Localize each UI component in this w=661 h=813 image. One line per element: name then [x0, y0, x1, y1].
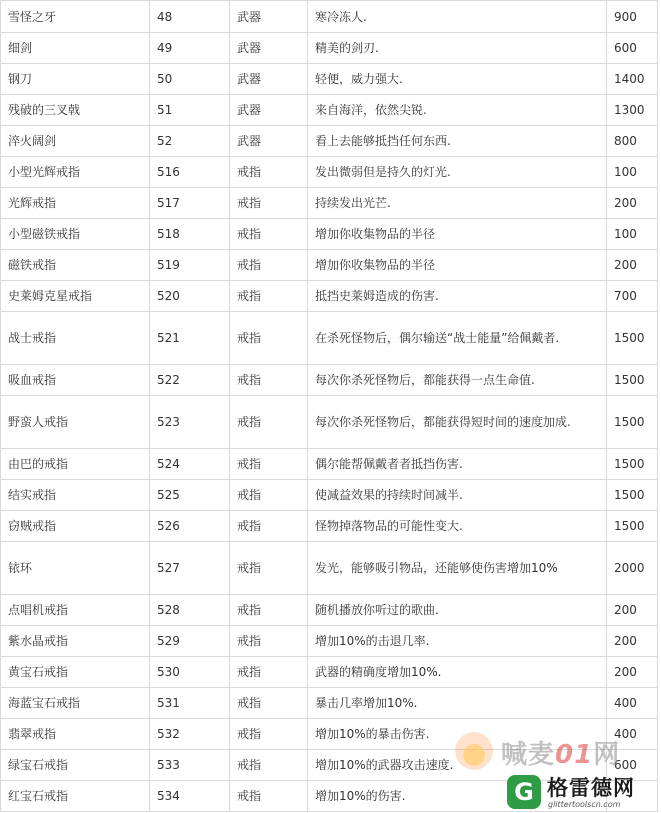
item-type: 戒指 [230, 750, 308, 781]
item-name: 海蓝宝石戒指 [1, 688, 150, 719]
item-price: 1500 [607, 511, 658, 542]
item-id: 534 [150, 781, 230, 812]
table-row [1, 365, 658, 396]
item-price: 1300 [607, 95, 658, 126]
item-description: 发出微弱但是持久的灯光. [308, 157, 607, 188]
item-name: 点唱机戒指 [1, 595, 150, 626]
item-price: 200 [607, 595, 658, 626]
item-name: 小型光辉戒指 [1, 157, 150, 188]
item-description: 增加10%的伤害. [308, 781, 607, 812]
item-name: 由巴的戒指 [1, 449, 150, 480]
item-description: 偶尔能帮佩戴者者抵挡伤害. [308, 449, 607, 480]
item-description: 增加10%的武器攻击速度. [308, 750, 607, 781]
item-description: 在杀死怪物后，偶尔输送“战士能量”给佩戴者. [308, 312, 607, 365]
item-description: 来自海洋，依然尖锐. [308, 95, 607, 126]
item-id: 533 [150, 750, 230, 781]
table-row [1, 95, 658, 126]
item-name: 光辉戒指 [1, 188, 150, 219]
item-name: 残破的三叉戟 [1, 95, 150, 126]
item-name: 战士戒指 [1, 312, 150, 365]
item-name: 吸血戒指 [1, 365, 150, 396]
item-type: 戒指 [230, 688, 308, 719]
item-name: 红宝石戒指 [1, 781, 150, 812]
item-id: 527 [150, 542, 230, 595]
table-row [1, 64, 658, 95]
item-price: 600 [607, 750, 658, 781]
item-price: 200 [607, 250, 658, 281]
item-price: 1500 [607, 480, 658, 511]
site-name: 格雷德网 [547, 776, 635, 800]
item-name: 史莱姆克星戒指 [1, 281, 150, 312]
item-id: 517 [150, 188, 230, 219]
item-price: 400 [607, 688, 658, 719]
item-type: 戒指 [230, 480, 308, 511]
item-id: 531 [150, 688, 230, 719]
item-name: 淬火阔剑 [1, 126, 150, 157]
item-type: 戒指 [230, 396, 308, 449]
item-description: 增加你收集物品的半径 [308, 250, 607, 281]
item-type: 戒指 [230, 595, 308, 626]
table-row [1, 396, 658, 449]
item-type: 戒指 [230, 719, 308, 750]
item-type: 戒指 [230, 281, 308, 312]
item-id: 519 [150, 250, 230, 281]
item-type: 戒指 [230, 157, 308, 188]
table-row [1, 719, 658, 750]
item-description: 寒冷冻人. [308, 1, 607, 33]
item-name: 窃贼戒指 [1, 511, 150, 542]
table-row [1, 688, 658, 719]
item-price: 2000 [607, 542, 658, 595]
item-price [607, 781, 658, 812]
item-description: 增加你收集物品的半径 [308, 219, 607, 250]
table-row [1, 750, 658, 781]
item-description: 怪物掉落物品的可能性变大. [308, 511, 607, 542]
item-price: 200 [607, 188, 658, 219]
item-id: 51 [150, 95, 230, 126]
table-row [1, 626, 658, 657]
table-row [1, 480, 658, 511]
item-description: 看上去能够抵挡任何东西. [308, 126, 607, 157]
item-price: 700 [607, 281, 658, 312]
item-id: 522 [150, 365, 230, 396]
item-type: 戒指 [230, 511, 308, 542]
item-description: 增加10%的击退几率. [308, 626, 607, 657]
item-name: 紫水晶戒指 [1, 626, 150, 657]
item-price: 200 [607, 626, 658, 657]
item-name: 钢刀 [1, 64, 150, 95]
table-row [1, 281, 658, 312]
item-name: 磁铁戒指 [1, 250, 150, 281]
item-price: 1400 [607, 64, 658, 95]
item-price: 800 [607, 126, 658, 157]
item-id: 49 [150, 33, 230, 64]
item-id: 518 [150, 219, 230, 250]
item-price: 900 [607, 1, 658, 33]
item-type: 戒指 [230, 781, 308, 812]
table-row [1, 449, 658, 480]
item-name: 翡翠戒指 [1, 719, 150, 750]
table-row [1, 595, 658, 626]
item-id: 516 [150, 157, 230, 188]
item-price: 1500 [607, 312, 658, 365]
item-id: 524 [150, 449, 230, 480]
item-id: 521 [150, 312, 230, 365]
site-logo-icon: G [507, 775, 541, 809]
item-id: 528 [150, 595, 230, 626]
item-name: 黄宝石戒指 [1, 657, 150, 688]
item-type: 武器 [230, 64, 308, 95]
item-price: 1500 [607, 449, 658, 480]
item-price: 400 [607, 719, 658, 750]
item-type: 戒指 [230, 626, 308, 657]
item-id: 526 [150, 511, 230, 542]
item-type: 武器 [230, 95, 308, 126]
item-price: 1500 [607, 396, 658, 449]
item-description: 抵挡史莱姆造成的伤害. [308, 281, 607, 312]
item-description: 发光，能够吸引物品，还能够使伤害增加10% [308, 542, 607, 595]
item-type: 戒指 [230, 657, 308, 688]
item-id: 523 [150, 396, 230, 449]
table-row [1, 157, 658, 188]
item-description: 武器的精确度增加10%. [308, 657, 607, 688]
item-type: 戒指 [230, 449, 308, 480]
item-id: 52 [150, 126, 230, 157]
item-description: 持续发出光芒. [308, 188, 607, 219]
table-row [1, 312, 658, 365]
item-id: 520 [150, 281, 230, 312]
item-type: 武器 [230, 126, 308, 157]
item-description: 增加10%的暴击伤害. [308, 719, 607, 750]
table-row [1, 657, 658, 688]
site-url: glittertoolscn.com [548, 800, 621, 809]
item-description: 随机播放你听过的歌曲. [308, 595, 607, 626]
table-row [1, 188, 658, 219]
item-type: 武器 [230, 33, 308, 64]
item-name: 铱环 [1, 542, 150, 595]
table-row [1, 542, 658, 595]
item-price: 600 [607, 33, 658, 64]
item-description: 精美的剑刃. [308, 33, 607, 64]
item-id: 530 [150, 657, 230, 688]
item-id: 529 [150, 626, 230, 657]
item-name: 雪怪之牙 [1, 1, 150, 33]
item-id: 525 [150, 480, 230, 511]
table-row [1, 511, 658, 542]
item-name: 结实戒指 [1, 480, 150, 511]
item-id: 48 [150, 1, 230, 33]
item-description: 使减益效果的持续时间减半. [308, 480, 607, 511]
item-type: 戒指 [230, 365, 308, 396]
item-id: 50 [150, 64, 230, 95]
table-row [1, 33, 658, 64]
item-description: 暴击几率增加10%. [308, 688, 607, 719]
item-type: 戒指 [230, 312, 308, 365]
item-name: 野蛮人戒指 [1, 396, 150, 449]
item-name: 细剑 [1, 33, 150, 64]
item-type: 戒指 [230, 250, 308, 281]
item-type: 戒指 [230, 188, 308, 219]
item-name: 小型磁铁戒指 [1, 219, 150, 250]
item-id: 532 [150, 719, 230, 750]
item-type: 武器 [230, 1, 308, 33]
table-row [1, 219, 658, 250]
table-row [1, 781, 658, 812]
item-name: 绿宝石戒指 [1, 750, 150, 781]
table-row [1, 1, 658, 33]
watermark-top-text: 喊麦01网 [501, 740, 621, 770]
item-price: 100 [607, 219, 658, 250]
table-row [1, 126, 658, 157]
item-price: 1500 [607, 365, 658, 396]
item-type: 戒指 [230, 542, 308, 595]
table-row [1, 250, 658, 281]
item-description: 每次你杀死怪物后，都能获得一点生命值. [308, 365, 607, 396]
item-price: 200 [607, 657, 658, 688]
item-description: 每次你杀死怪物后，都能获得短时间的速度加成. [308, 396, 607, 449]
item-type: 戒指 [230, 219, 308, 250]
item-description: 轻便，威力强大. [308, 64, 607, 95]
item-price: 100 [607, 157, 658, 188]
